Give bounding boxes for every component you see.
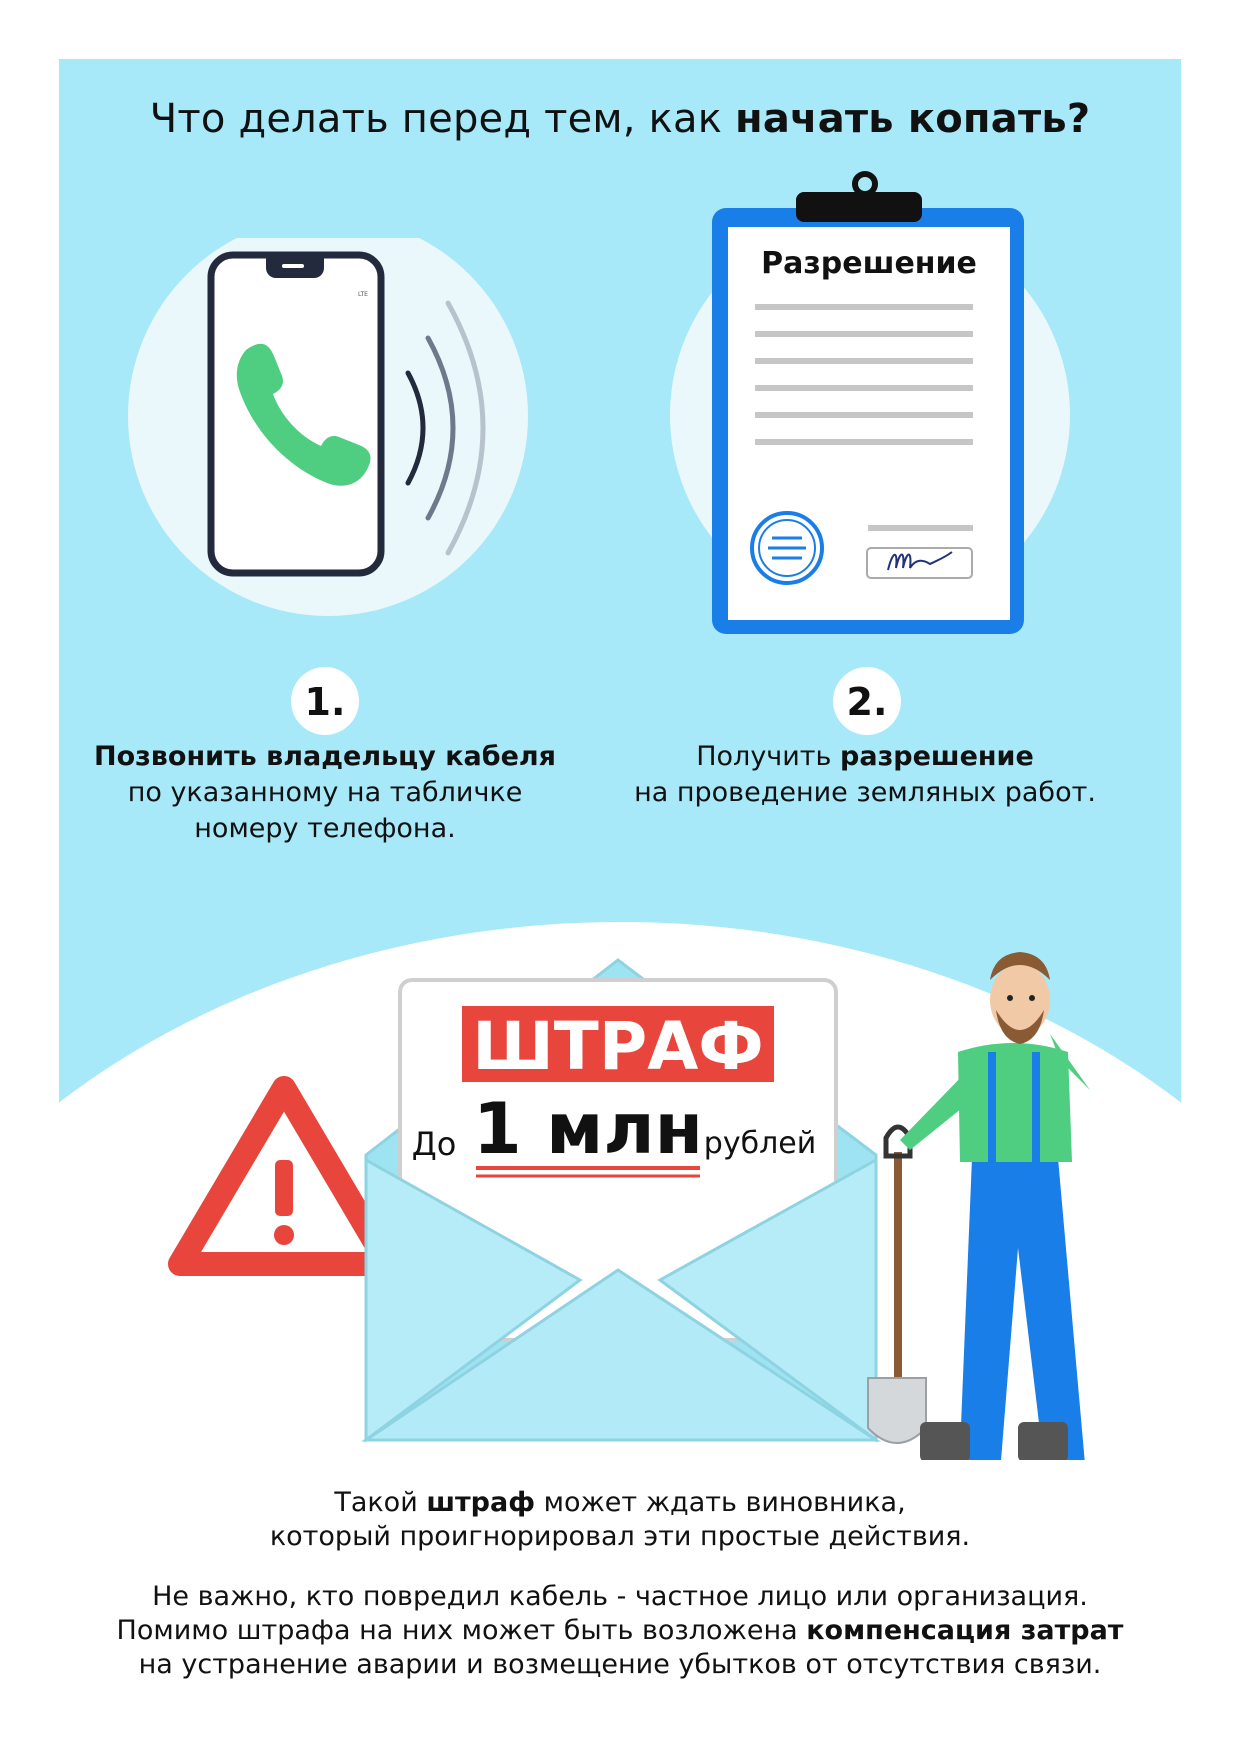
worker-left-boot	[920, 1422, 970, 1460]
step-2-text	[610, 739, 1120, 811]
phone-status-text: LTE	[358, 291, 368, 298]
worker-right-boot	[1018, 1422, 1068, 1460]
fine-amount: 1 млн	[473, 1088, 703, 1170]
fine-scene-illustration	[160, 940, 1120, 1460]
worker-figure	[868, 952, 1090, 1460]
permit-clipboard-illustration	[660, 170, 1080, 640]
phone-call-illustration	[118, 238, 538, 628]
step-1-bold: Позвонить владельцу кабеля	[93, 741, 557, 772]
p1-bold: штраф	[426, 1487, 535, 1518]
p1-line2: который проигнорировал эти простые действия.	[269, 1521, 971, 1552]
step-2-plain: Получить	[696, 741, 841, 772]
signature-box	[867, 548, 972, 578]
step-2-line2: на проведение земляных работ.	[634, 777, 1096, 808]
p2-line1: Не важно, кто повредил кабель - частное лицо или организация.	[152, 1581, 1088, 1612]
permit-heading: Разрешение	[761, 246, 977, 281]
worker-shirt	[958, 1043, 1072, 1162]
shovel-blade-icon	[868, 1378, 926, 1443]
step-1-line2: по указанному на табличке	[127, 777, 523, 808]
liability-paragraph	[59, 1580, 1181, 1682]
title-bold: начать копать?	[735, 96, 1091, 142]
p2-line2-plain: Помимо штрафа на них может быть возложена	[116, 1615, 807, 1646]
step-1-line3: номеру телефона.	[194, 813, 456, 844]
clipboard-clip	[796, 192, 922, 222]
fine-unit: рублей	[703, 1126, 817, 1161]
p1-plain1: Такой	[334, 1487, 427, 1518]
p2-line3: на устранение аварии и возмещение убытков от отсутствия связи.	[138, 1649, 1102, 1680]
fine-prefix: До	[411, 1125, 457, 1163]
worker-head	[990, 964, 1050, 1036]
worker-overalls	[958, 1158, 1088, 1460]
step-1-number: 1.	[291, 667, 359, 735]
clipboard-hook-icon	[855, 174, 875, 194]
fine-warning-paragraph	[59, 1486, 1181, 1554]
warning-icon	[180, 1088, 388, 1264]
step-2-bold: разрешение	[840, 741, 1034, 772]
page-title	[59, 96, 1181, 142]
step-2-number: 2.	[833, 667, 901, 735]
p1-plain2: может ждать виновника,	[535, 1487, 906, 1518]
phone-icon	[211, 255, 381, 573]
title-text: Что делать перед тем, как	[149, 96, 735, 142]
p2-line2-bold: компенсация затрат	[806, 1615, 1124, 1646]
fine-label: ШТРАФ	[472, 1008, 764, 1085]
step-1-text	[80, 739, 570, 847]
